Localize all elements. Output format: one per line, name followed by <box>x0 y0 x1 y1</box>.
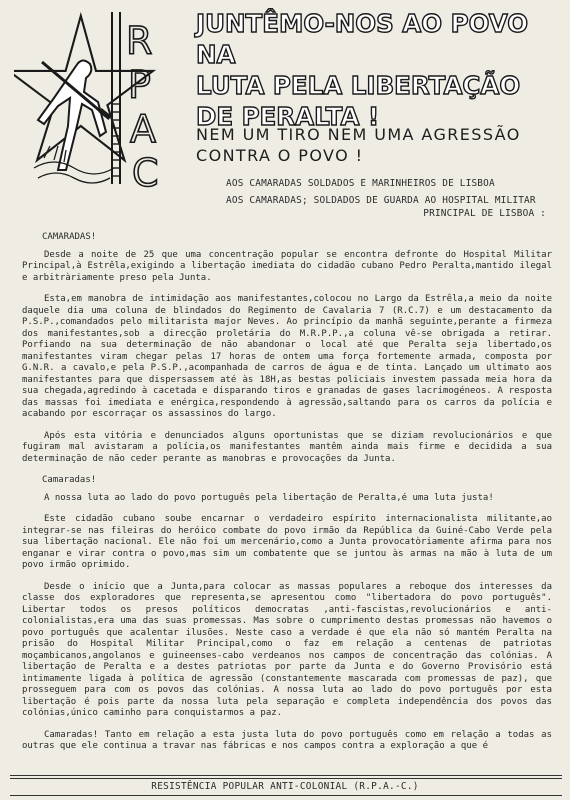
logo-letter-c: C <box>132 151 159 190</box>
subhead-line-1: NEM UM TIRO NEM UMA AGRESSÃO <box>196 125 521 144</box>
footer-organization: RESISTÊNCIA POPULAR ANTI-COLONIAL (R.P.A.-C.) <box>151 781 419 792</box>
leaflet-body <box>22 232 552 753</box>
star-soldier-icon <box>14 8 184 190</box>
headline <box>196 8 566 132</box>
footer-rule-bottom <box>10 795 562 796</box>
paragraph-2: Esta,em manobra de intimidação aos manifestantes,colocou no Largo da Estrêla,a meio da noite daquele dia uma coluna de blindados do Regimento de Cavalaria 7 (R.C.7) e um destacamento da P.S.P.,comandados pelo militarista major Neves. Ao princípio da manhã seguinte,perante a firmeza dos manifestantes,sob a direcção proletária do M.R.P.P.,a coluna vê-se obrigada a retirar. Porfiando na sua determinação de não abandonar o local até que Peralta seja libertado,os manifestantes viram chegar pelas 17 horas de ontem uma força fortemente armada, composta por G.N.R. a cavalo,e pela P.S.P.,acompanhada de carros de água e de tinta. Lançado um ultimato aos manifestantes para que dispersassem até às 18H,as bestas policiais investem passada meia hora da sua chegada,agredindo à cacetada e disparando tiros e granadas de gases lacrimogéneos. A resposta das massas foi imediata e enérgica,respondendo à agressão,saltando para os carros da polícia e acabando por escorraçar os assassinos do largo. <box>22 294 552 419</box>
logo-letter-r: R <box>126 19 153 63</box>
subhead-line-2: CONTRA O POVO ! <box>196 146 364 165</box>
footer-rule-top <box>10 775 562 776</box>
paragraph-7: Camaradas! Tanto em relação a esta justa luta do povo português como em relação a todas as outras que ele continua a travar nas fábricas e nos campos contra a exploração a que é <box>22 729 552 751</box>
paragraph-5: Este cidadão cubano soube encarnar o verdadeiro espírito internacionalista militante,ao integrar-se nas fileiras do heróico combate do povo irmão da República da Guiné-Cabo Verde pela sua libertação nacional. Ele não foi um mercenário,como a Junta provocatòriamente afirma para nos enganar e virar contra o povo,mas sim um combatente que se juntou às armas na mão à luta de um povo irmão oprimido. <box>22 514 552 570</box>
logo-letter-p: P <box>128 63 151 107</box>
headline-line-3: DE PERALTA ! <box>196 102 380 131</box>
footer-rule-top-2 <box>10 778 562 779</box>
salutation-2: Camaradas! <box>42 475 97 485</box>
address-line-3: PRINCIPAL DE LISBOA : <box>423 207 546 219</box>
paragraph-1: Desde a noite de 25 que uma concentração popular se encontra defronte do Hospital Militar Principal,à Estrêla,exigindo a libertação imediata do cidadão cubano Pedro Peralta,mantido ilegal e arbitràriamente preso pela Junta. <box>22 249 552 283</box>
headline-line-2: LUTA PELA LIBERTAÇÃO <box>196 71 521 100</box>
logo-letter-a: A <box>130 107 156 151</box>
paragraph-6: Desde o início que a Junta,para colocar as massas populares a reboque dos interesses da classe dos exploradores que representa,se apresentou como "libertadora do povo português". Libertar todos os presos políticos democratas ,anti-fascistas,revolucionários e anti-colonialistas,era uma das suas promessas. Mas sobre o cumprimento destas promessas não havemos o povo português que acalentar ilusões. Neste caso a verdade é que ela não só mantém Peralta na prisão do Hospital Militar Principal,como o faz em relação a centenas de patriotas moçambicanos,angolanos e guineenses-cabo verdeanos nos campos de concentração das colónias. A libertação de Peralta e a destes patriotas por parte da Junta e do Governo Provisório está ìntimamente ligada à política de agressão (constantemente mascarada com promessas de paz), que prosseguem para com os povos das colónias. A nossa luta ao lado do povo português por esta libertação é pois parte da nossa luta pela separação e completa independência dos povos das colónias,único caminho para conquistarmos a paz. <box>22 581 552 718</box>
headline-line-1: JUNTÊMO-NOS AO POVO NA <box>196 9 529 69</box>
address-block-2 <box>226 195 556 220</box>
paragraph-4: A nossa luta ao lado do povo português pela libertação de Peralta,é uma luta justa! <box>44 492 494 503</box>
greeting: CAMARADAS! <box>42 232 97 242</box>
address-line-2: AOS CAMARADAS; SOLDADOS DE GUARDA AO HOSPITAL MILITAR <box>226 195 536 206</box>
rpac-logo <box>14 8 184 190</box>
paragraph-3: Após esta vitória e denunciados alguns oportunistas que se diziam revolucionários e que fugiram mal avistaram a polícia,os manifestantes mantêm ainda mais firme e decidida a sua determinação de não ceder perante as manobras e provocações da Junta. <box>22 430 552 464</box>
address-line-1: AOS CAMARADAS SOLDADOS E MARINHEIROS DE LISBOA <box>226 178 495 189</box>
subheadline <box>196 124 566 166</box>
